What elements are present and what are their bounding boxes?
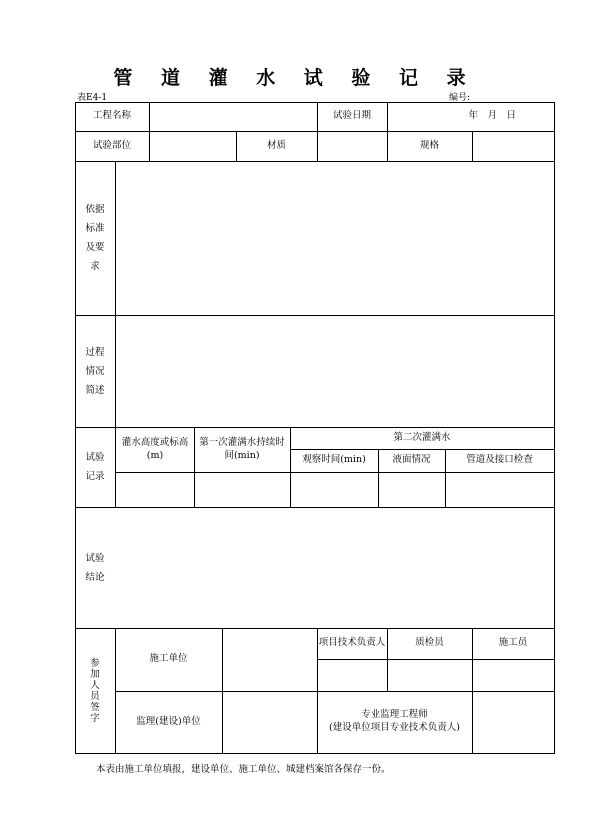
tech-lead-header: 项目技术负责人 bbox=[318, 637, 386, 649]
test-location-field[interactable] bbox=[149, 131, 236, 161]
supervisor-label: 专业监理工程师 (建设单位项目专业技术负责人) bbox=[329, 709, 460, 733]
test-date-label: 试验日期 bbox=[332, 110, 371, 122]
material-field[interactable] bbox=[317, 131, 387, 161]
first-fill-duration-header: 第一次灌满水持续时间(min) bbox=[199, 436, 285, 461]
spec-field[interactable] bbox=[472, 131, 554, 161]
fill-height-header: 灌水高度或标高(m) bbox=[121, 436, 189, 461]
observe-time-field[interactable] bbox=[290, 472, 378, 507]
inspector-header: 质检员 bbox=[415, 637, 444, 649]
spec-label: 规格 bbox=[419, 139, 439, 151]
form-number: 表E4-1 bbox=[77, 93, 108, 103]
process-label: 过程 情况 简述 bbox=[85, 346, 105, 396]
test-location-label: 试验部位 bbox=[92, 139, 131, 151]
test-date-field[interactable]: 年 月 日 bbox=[468, 110, 516, 122]
supervision-unit-field[interactable] bbox=[222, 691, 317, 753]
tech-lead-signature-field[interactable] bbox=[317, 659, 387, 691]
construction-unit-label: 施工单位 bbox=[149, 653, 188, 665]
construction-unit-field[interactable] bbox=[222, 628, 317, 691]
page-title: 管 道 灌 水 试 验 记 录 bbox=[113, 67, 477, 89]
conclusion-label: 试验 结论 bbox=[85, 552, 105, 583]
inspector-signature-field[interactable] bbox=[387, 659, 472, 691]
project-name-label: 工程名称 bbox=[92, 110, 131, 122]
observe-time-header: 观察时间(min) bbox=[302, 454, 366, 466]
record-label: 试验 记录 bbox=[85, 452, 105, 482]
worker-signature-field[interactable] bbox=[472, 659, 554, 691]
second-fill-header: 第二次灌满水 bbox=[393, 431, 451, 443]
supervision-unit-label: 监理(建设)单位 bbox=[136, 715, 201, 727]
serial-number-label: 编号: bbox=[449, 93, 471, 103]
footnote: 本表由施工单位填报，建设单位、施工单位、城建档案馆各保存一份。 bbox=[96, 764, 391, 775]
project-name-field[interactable] bbox=[149, 102, 317, 131]
fill-height-field[interactable] bbox=[115, 472, 194, 507]
signature-label: 参 加 人 员 签 字 bbox=[90, 657, 100, 724]
first-fill-duration-field[interactable] bbox=[194, 472, 290, 507]
basis-label: 依据 标准 及要 求 bbox=[85, 204, 105, 272]
conclusion-field[interactable] bbox=[115, 507, 554, 628]
surface-field[interactable] bbox=[378, 472, 445, 507]
surface-header: 液面情况 bbox=[392, 454, 431, 466]
material-label: 材质 bbox=[266, 139, 286, 151]
worker-header: 施工员 bbox=[498, 637, 528, 649]
basis-field[interactable] bbox=[115, 161, 554, 315]
supervisor-signature-field[interactable] bbox=[472, 691, 554, 753]
joint-check-header: 管道及接口检查 bbox=[466, 454, 533, 466]
process-field[interactable] bbox=[115, 315, 554, 427]
joint-check-field[interactable] bbox=[445, 472, 554, 507]
